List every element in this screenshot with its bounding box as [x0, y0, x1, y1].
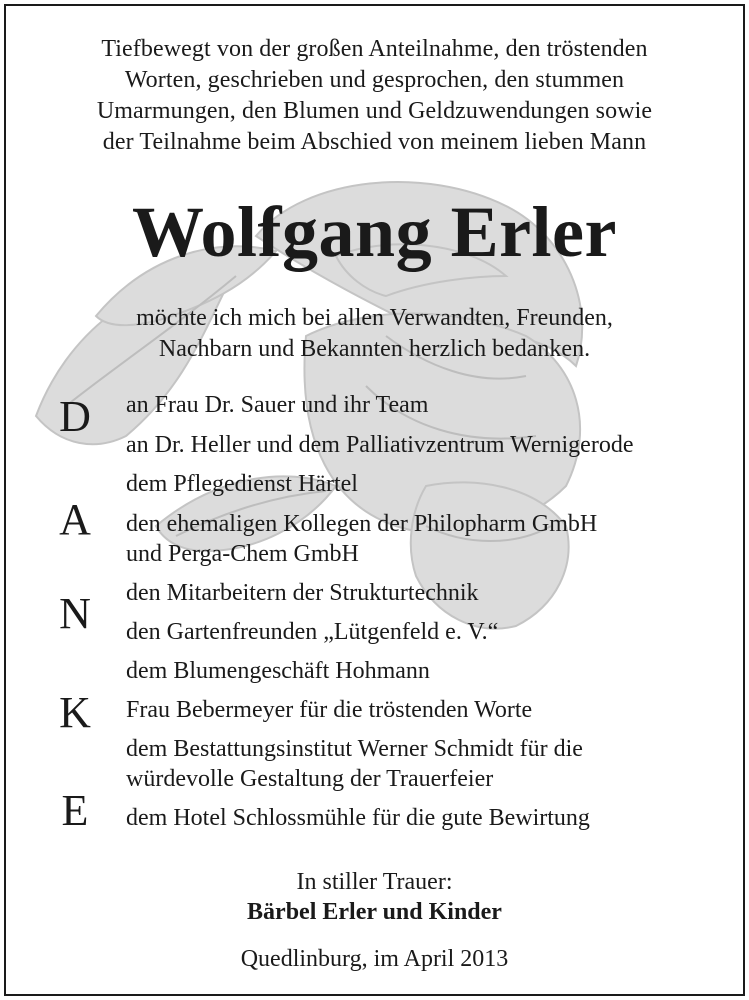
acknowledgement-item: dem Hotel Schlossmühle für die gute Bewirtung	[126, 805, 590, 831]
place-and-date: Quedlinburg, im April 2013	[240, 946, 509, 972]
acknowledgement-item: den Gartenfreunden „Lütgenfeld e. V.“	[126, 619, 499, 645]
acknowledgement-item: würdevolle Gestaltung der Trauerfeier	[126, 766, 494, 792]
intro-line: der Teilnahme beim Abschied von meinem lieben Mann	[102, 129, 647, 155]
danke-letter-n: N	[59, 589, 91, 638]
thanks-line: Nachbarn und Bekannten herzlich bedanken.	[158, 336, 591, 362]
acknowledgement-item: dem Pflegedienst Härtel	[126, 471, 358, 497]
acknowledgement-item: den Mitarbeitern der Strukturtechnik	[126, 580, 479, 606]
acknowledgement-item: an Frau Dr. Sauer und ihr Team	[126, 392, 429, 418]
danke-letter-d: D	[59, 392, 91, 441]
closing-label: In stiller Trauer:	[296, 869, 453, 895]
intro-text	[26, 34, 723, 158]
intro-line: Tiefbewegt von der großen Anteilnahme, den tröstenden	[101, 36, 648, 62]
acknowledgement-item: dem Blumengeschäft Hohmann	[126, 658, 430, 684]
intro-line: Worten, geschrieben und gesprochen, den stummen	[124, 67, 625, 93]
notice-content	[6, 6, 743, 994]
danke-letter-k: K	[59, 688, 91, 737]
acknowledgement-item: und Perga-Chem GmbH	[126, 541, 359, 567]
danke-letter-a: A	[59, 495, 91, 544]
acknowledgement-item: an Dr. Heller und dem Palliativzentrum Wernigerode	[126, 432, 634, 458]
danke-letter-e: E	[61, 786, 89, 835]
intro-line: Umarmungen, den Blumen und Geldzuwendungen sowie	[96, 98, 653, 124]
acknowledgement-item: Frau Bebermeyer für die tröstenden Worte	[126, 697, 533, 723]
acknowledgement-item: dem Bestattungsinstitut Werner Schmidt für die	[126, 736, 583, 762]
deceased-name: Wolfgang Erler	[132, 192, 617, 272]
thanks-line: möchte ich mich bei allen Verwandten, Freunden,	[136, 305, 613, 331]
acknowledgement-item: den ehemaligen Kollegen der Philopharm GmbH	[126, 511, 598, 537]
closing-names: Bärbel Erler und Kinder	[247, 899, 502, 925]
obituary-notice	[4, 4, 745, 996]
thanks-text	[6, 303, 743, 365]
